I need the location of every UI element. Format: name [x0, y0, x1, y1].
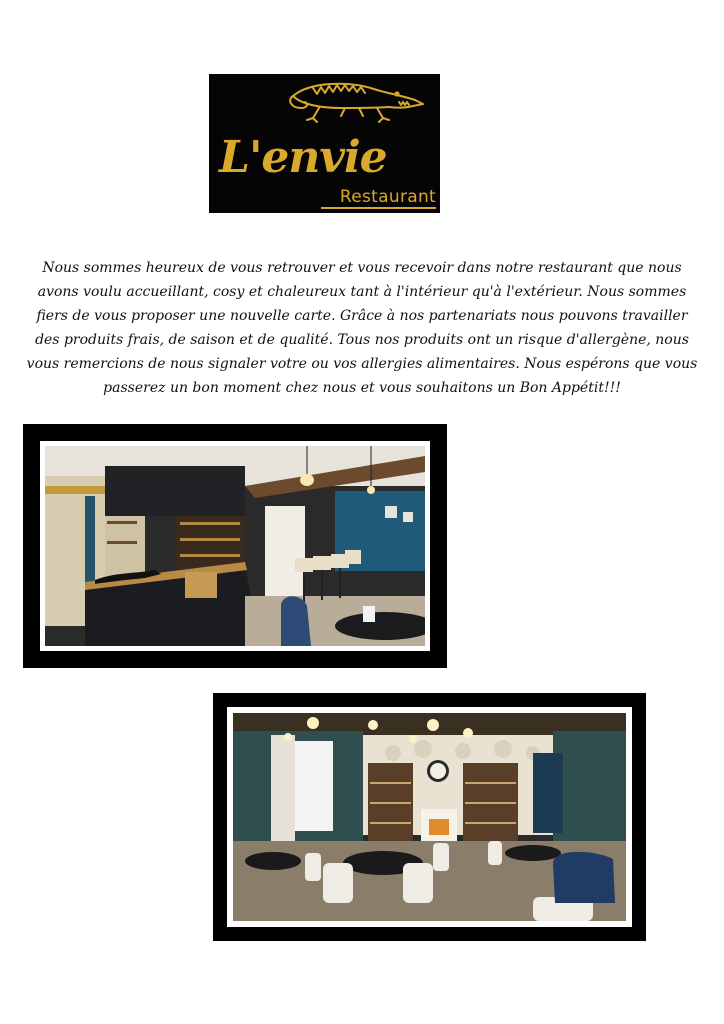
logo-subtitle: Restaurant: [339, 187, 436, 207]
logo-name: L'envie: [219, 132, 387, 183]
logo-underline: [321, 207, 436, 209]
intro-paragraph: Nous sommes heureux de vous retrouver et vous recevoir dans notre restaurant que nous avons voulu accueillant, cosy et chaleureux tant à l'intérieur qu'à l'extérieur. Nous sommes fiers de vous proposer une nouvelle carte. Grâce à nos partenariats nous pouvons travailler des produits frais, de saison et de qualité. Tous nos produits ont un risque d'allergène, nous vous remercions de nous signaler votre ou vos allergies alimentaires. Nous espérons que vous passerez un bon moment chez nous et vous souhaitons un Bon Appétit!!!: [26, 260, 698, 396]
bar-photo-frame: [23, 424, 447, 668]
restaurant-logo: [209, 74, 440, 213]
bar-interior-photo: [45, 446, 425, 646]
dining-room-photo: [233, 713, 626, 921]
dining-photo-frame: [213, 693, 646, 941]
